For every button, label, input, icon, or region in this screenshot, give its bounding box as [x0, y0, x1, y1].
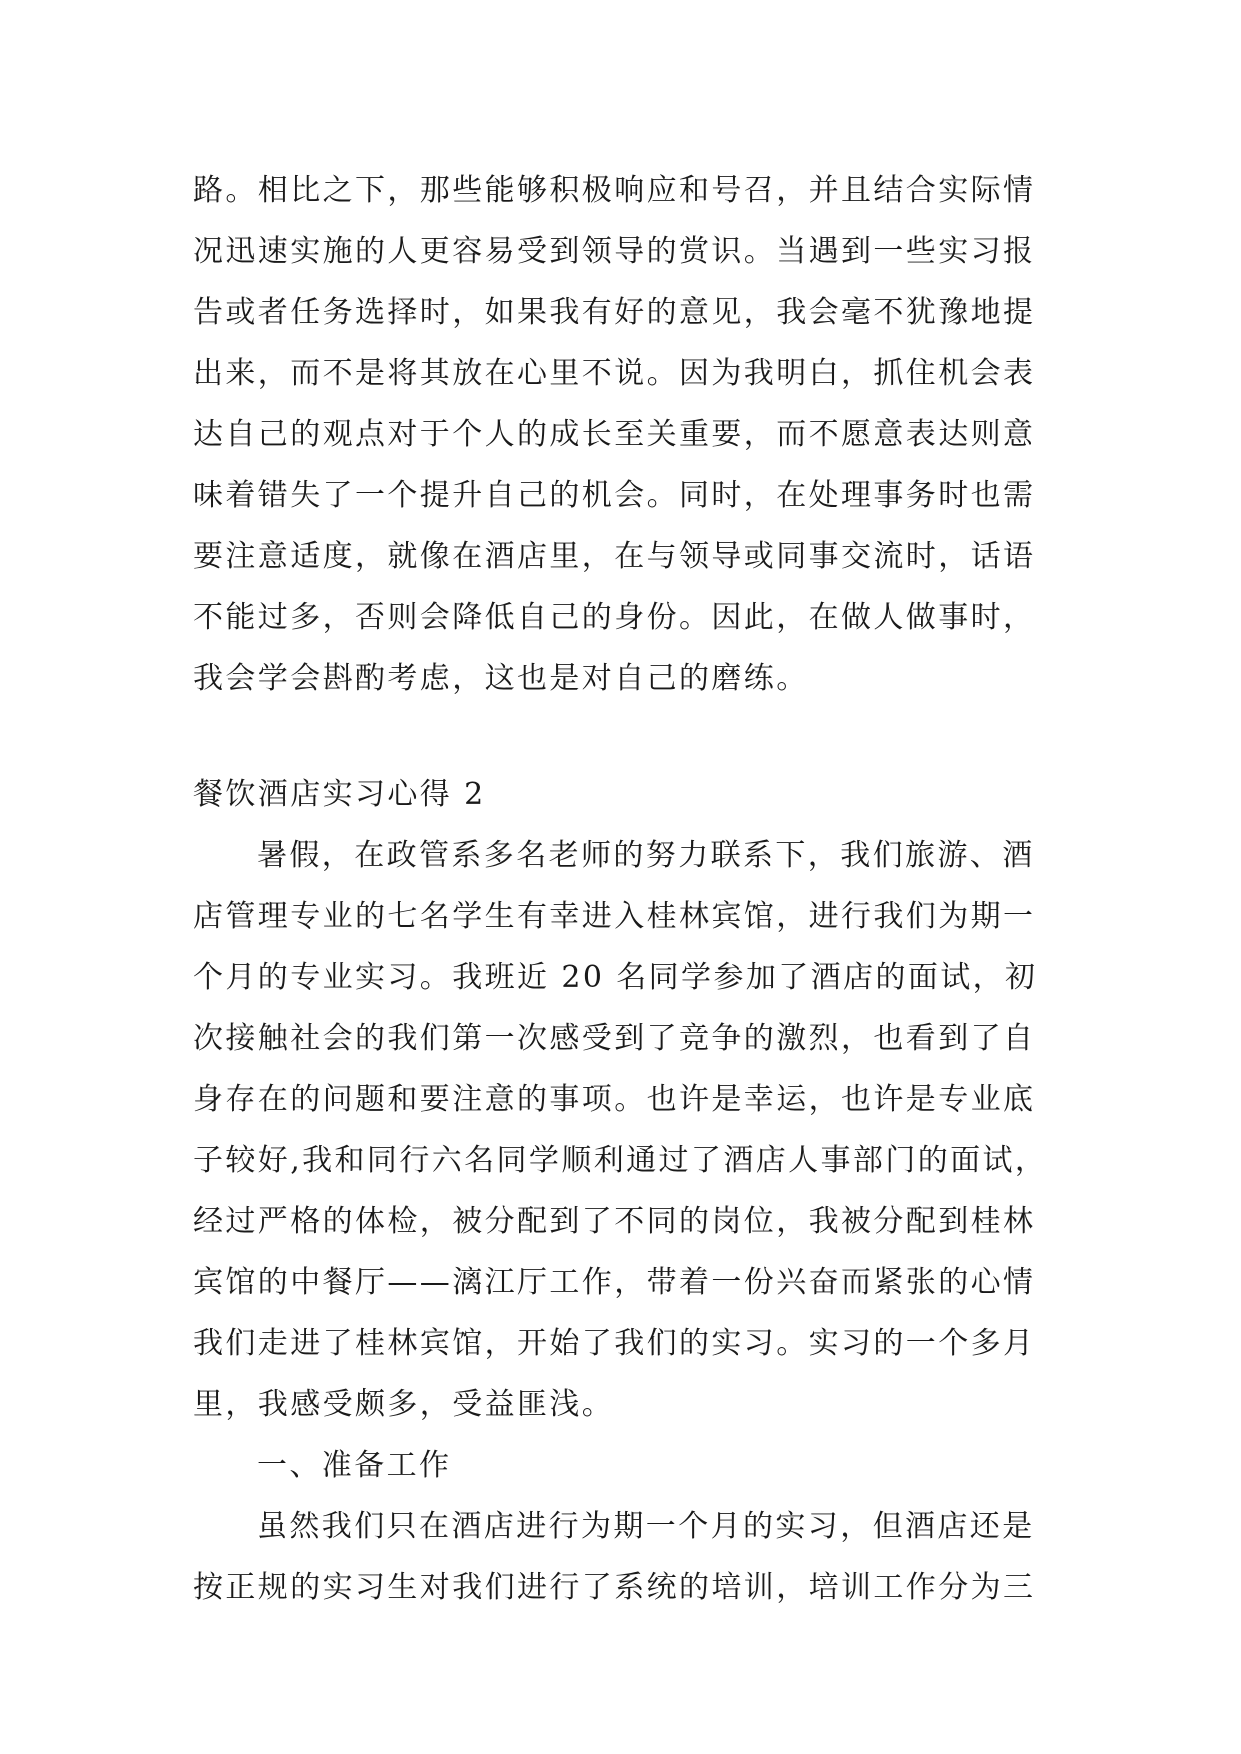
- text-line: 里，我感受颇多，受益匪浅。: [193, 1387, 615, 1422]
- paragraph-intro: [193, 825, 1053, 1435]
- text-line: 达自己的观点对于个人的成长至关重要，而不愿意表达则意: [193, 417, 1036, 452]
- text-line: 身存在的问题和要注意的事项。也许是幸运，也许是专业底: [193, 1082, 1036, 1117]
- text-line: 按正规的实习生对我们进行了系统的培训，培训工作分为三: [193, 1570, 1036, 1605]
- text-line: 子较好,我和同行六名同学顺利通过了酒店人事部门的面试，: [193, 1143, 1048, 1178]
- text-line: 况迅速实施的人更容易受到领导的赏识。当遇到一些实习报: [193, 234, 1036, 269]
- text-line: 要注意适度，就像在酒店里，在与领导或同事交流时，话语: [193, 539, 1036, 574]
- spacer: [193, 709, 1053, 764]
- section-heading: 餐饮酒店实习心得 2: [193, 777, 486, 812]
- text-line: 店管理专业的七名学生有幸进入桂林宾馆，进行我们为期一: [193, 899, 1036, 934]
- text-line: 次接触社会的我们第一次感受到了竞争的激烈，也看到了自: [193, 1021, 1036, 1056]
- text-line: 出来，而不是将其放在心里不说。因为我明白，抓住机会表: [193, 356, 1036, 391]
- text-line: 味着错失了一个提升自己的机会。同时，在处理事务时也需: [193, 478, 1036, 513]
- text-line: 不能过多，否则会降低自己的身份。因此，在做人做事时，: [193, 600, 1036, 635]
- text-line: 我会学会斟酌考虑，这也是对自己的磨练。: [193, 661, 809, 696]
- text-line: 经过严格的体检，被分配到了不同的岗位，我被分配到桂林: [193, 1204, 1036, 1239]
- text-line: 个月的专业实习。我班近 20 名同学参加了酒店的面试，初: [193, 960, 1038, 995]
- text-line: 宾馆的中餐厅——漓江厅工作，带着一份兴奋而紧张的心情: [193, 1265, 1036, 1300]
- paragraph-continued: [193, 160, 1053, 709]
- subheading: 一、准备工作: [257, 1448, 452, 1483]
- text-line: 暑假，在政管系多名老师的努力联系下，我们旅游、酒: [257, 838, 1035, 873]
- text-line: 我们走进了桂林宾馆，开始了我们的实习。实习的一个多月: [193, 1326, 1036, 1361]
- paragraph-preparation: [193, 1496, 1053, 1618]
- document-body: [193, 160, 1053, 1618]
- text-line: 路。相比之下，那些能够积极响应和号召，并且结合实际情: [193, 173, 1036, 208]
- text-line: 虽然我们只在酒店进行为期一个月的实习，但酒店还是: [257, 1509, 1035, 1544]
- text-line: 告或者任务选择时，如果我有好的意见，我会毫不犹豫地提: [193, 295, 1036, 330]
